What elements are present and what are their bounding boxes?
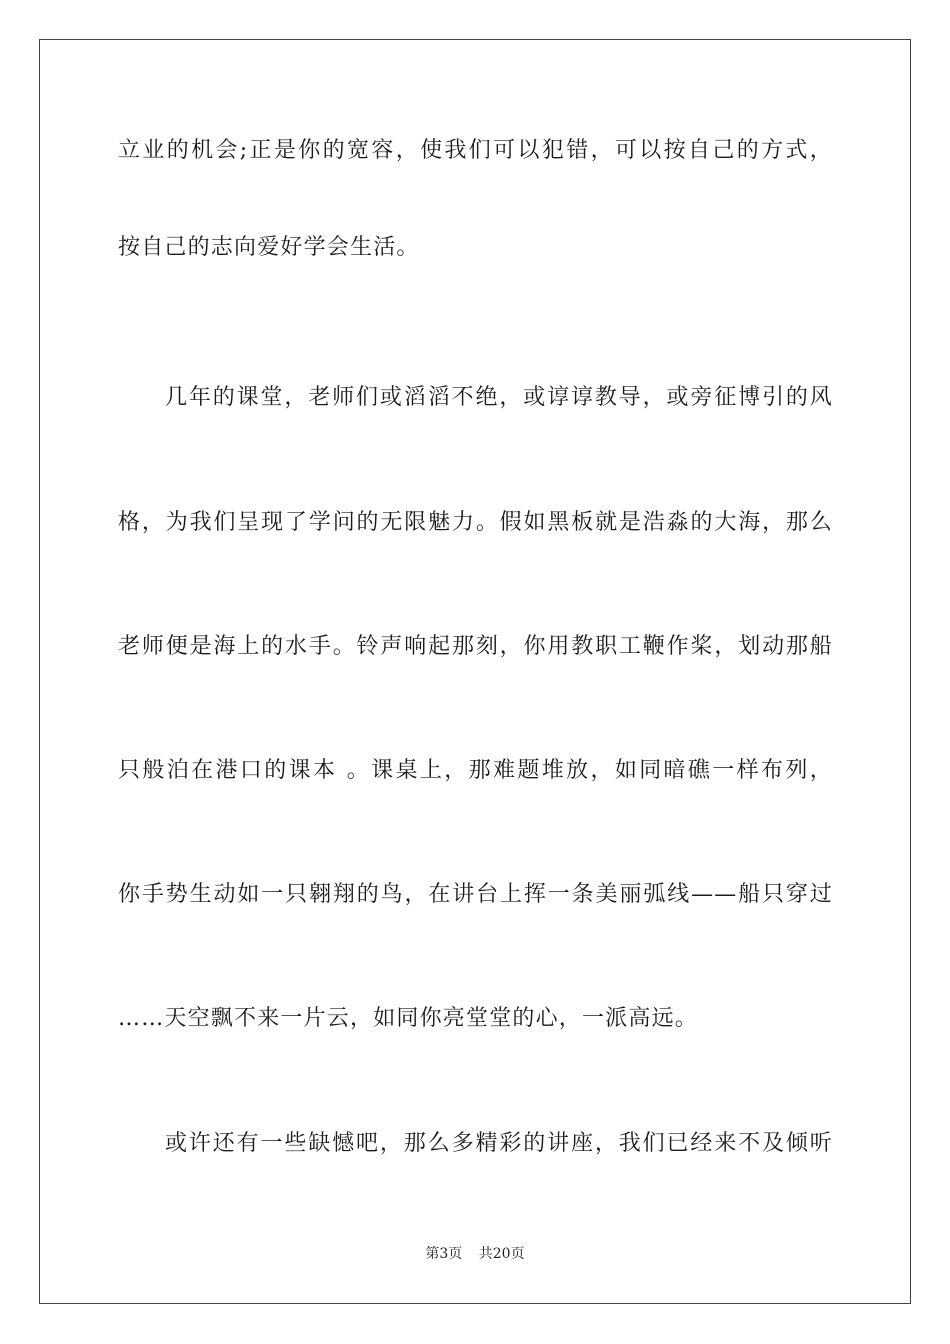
text-line: 立业的机会;正是你的宽容，使我们可以犯错，可以按自己的方式， <box>118 138 833 163</box>
text-line: 你手势生动如一只翱翔的鸟，在讲台上挥一条美丽弧线——船只穿过 <box>118 882 833 907</box>
paragraph-start-line: 或许还有一些缺憾吧，那么多精彩的讲座，我们已经来不及倾听 <box>165 1131 833 1156</box>
page-number: 第3页 <box>425 1246 463 1262</box>
page-total: 共20页 <box>478 1246 525 1262</box>
text-line: 按自己的志向爱好学会生活。 <box>118 235 420 260</box>
text-line: 老师便是海上的水手。铃声响起那刻，你用教职工鞭作桨，划动那船 <box>118 634 833 659</box>
page-border <box>39 39 911 1304</box>
text-line: ……天空飘不来一片云，如同你亮堂堂的心，一派高远。 <box>118 1006 699 1031</box>
text-line: 只般泊在港口的课本 。课桌上，那难题堆放，如同暗礁一样布列， <box>118 758 833 783</box>
text-line: 格，为我们呈现了学问的无限魅力。假如黑板就是浩淼的大海，那么 <box>118 510 833 535</box>
paragraph-start-line: 几年的课堂，老师们或滔滔不绝，或谆谆教导，或旁征博引的风 <box>165 385 833 410</box>
page-footer <box>0 1244 950 1264</box>
